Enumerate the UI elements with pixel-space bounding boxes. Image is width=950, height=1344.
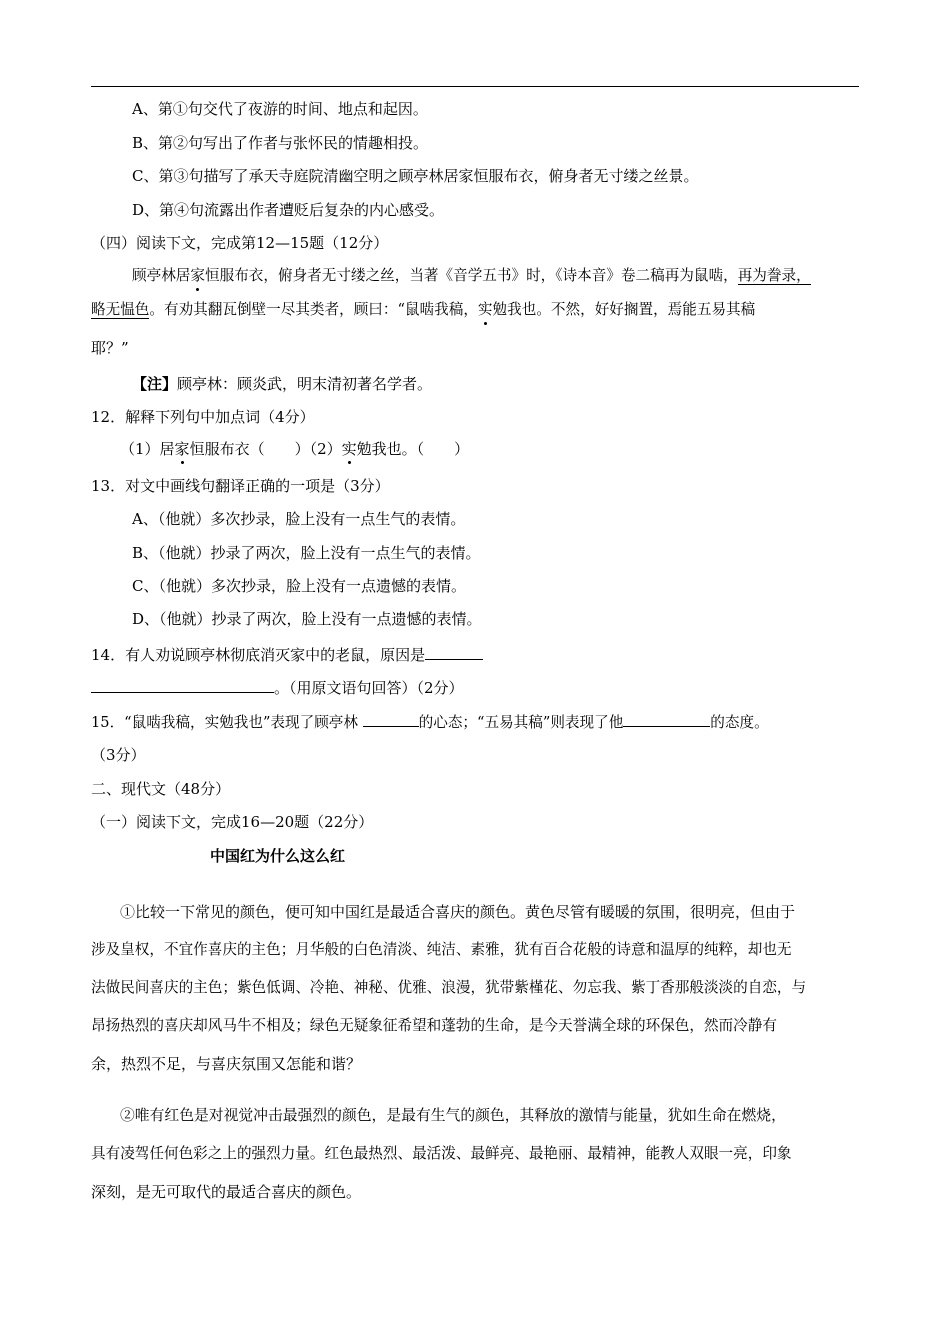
section4-header: （四）阅读下文，完成第12—15题（12分） bbox=[91, 234, 389, 252]
answer-blank[interactable] bbox=[363, 710, 419, 727]
header-rule bbox=[91, 86, 859, 87]
note-label: 【注】 bbox=[132, 375, 178, 393]
article-title: 中国红为什么这么红 bbox=[210, 847, 346, 865]
paragraph-1-line-5: 余，热烈不足，与喜庆氛围又怎能和谐？ bbox=[91, 1055, 362, 1073]
q14-stem-line bbox=[91, 643, 483, 665]
note-text: 顾亭林：顾炎武，明末清初著名学者。 bbox=[177, 375, 433, 393]
q11-option-b: B、第②句写出了作者与张怀民的情趣相投。 bbox=[132, 134, 429, 152]
q11-option-c: C、第③句描写了承天寺庭院清幽空明之顾亭林居家恒服布衣，俯身者无寸缕之丝景。 bbox=[132, 167, 699, 185]
passage-text: 恒服布衣，俯身者无寸缕之丝，当著《音学五书》时，《诗本音》卷二稿再为鼠啮， bbox=[205, 267, 738, 284]
passage-line-1 bbox=[132, 266, 811, 286]
dotted-char: 家 bbox=[190, 267, 205, 284]
q14-tail: 。（用原文语句回答）（2分） bbox=[274, 679, 464, 697]
q11-option-a: A、第①句交代了夜游的时间、地点和起因。 bbox=[132, 100, 428, 118]
q13-stem: 13．对文中画线句翻译正确的一项是（3分） bbox=[91, 477, 390, 495]
underlined-sentence: 再为誊录， bbox=[737, 267, 811, 284]
answer-blank[interactable] bbox=[91, 676, 274, 693]
dotted-char: 实 bbox=[341, 440, 357, 458]
q12-stem: 12．解释下列句中加点词（4分） bbox=[91, 408, 315, 426]
annotation-note bbox=[132, 374, 432, 394]
q12-item1-rest: 恒服布衣（ ）（2） bbox=[189, 440, 342, 458]
answer-blank[interactable] bbox=[425, 643, 483, 660]
q15-points: （3分） bbox=[91, 746, 146, 764]
passage-text: 。有劝其翻瓦倒壁一尽其类者，顾曰：“鼠啮我稿， bbox=[149, 301, 478, 318]
q13-option-d: D、（他就）抄录了两次，脸上没有一点遗憾的表情。 bbox=[132, 610, 482, 628]
q14-stem: 14．有人劝说顾亭林彻底消灭家中的老鼠，原因是 bbox=[91, 646, 426, 664]
q13-option-b: B、（他就）抄录了两次，脸上没有一点生气的表情。 bbox=[132, 544, 481, 562]
paragraph-2-line-1: ②唯有红色是对视觉冲击最强烈的颜色，是最有生气的颜色，其释放的激情与能量，犹如生命在燃烧， bbox=[120, 1107, 786, 1124]
passage-line-2 bbox=[91, 300, 755, 320]
paragraph-1-line-1: ①比较一下常见的颜色，便可知中国红是最适合喜庆的颜色。黄色尽管有暖暖的氛围，很明亮，但由于 bbox=[120, 903, 796, 921]
q12-items bbox=[120, 439, 469, 459]
q11-option-d: D、第④句流露出作者遭贬后复杂的内心感受。 bbox=[132, 201, 445, 219]
paragraph-2-line-2: 具有凌驾任何色彩之上的强烈力量。红色最热烈、最活泼、最鲜亮、最艳丽、最精神，能教人双眼一亮，印象 bbox=[91, 1145, 792, 1162]
passage-text: 勉我也。不然，好好搁置，焉能五易其稿 bbox=[492, 301, 756, 318]
q14-tail-line bbox=[91, 676, 464, 698]
q13-option-c: C、（他就）多次抄录，脸上没有一点遗憾的表情。 bbox=[132, 577, 466, 595]
q15-part2: 的心态；“五易其稿”则表现了他 bbox=[418, 714, 624, 731]
section2-subheader: （一）阅读下文，完成16—20题（22分） bbox=[91, 813, 374, 831]
q12-item2-rest: 勉我也。（ ） bbox=[356, 440, 470, 458]
answer-blank[interactable] bbox=[623, 710, 710, 727]
paragraph-2-line-3: 深刻，是无可取代的最适合喜庆的颜色。 bbox=[91, 1183, 362, 1201]
section2-header: 二、现代文（48分） bbox=[91, 780, 231, 798]
underlined-sentence: 略无愠色 bbox=[91, 301, 150, 318]
q15-part1: 15．“鼠啮我稿，实勉我也”表现了顾亭林 bbox=[91, 714, 363, 731]
dotted-char: 家 bbox=[174, 440, 190, 458]
paragraph-1-line-2: 涉及皇权，不宜作喜庆的主色；月华般的白色清淡、纯洁、素雅，犹有百合花般的诗意和温厚的纯粹，却也无 bbox=[91, 941, 792, 958]
passage-line-3: 耶？” bbox=[91, 339, 129, 357]
paragraph-1-line-3: 法做民间喜庆的主色；紫色低调、冷艳、神秘、优雅、浪漫，犹带紫槿花、勿忘我、紫丁香那般淡淡的自恋，与 bbox=[91, 979, 807, 996]
q15-part3: 的态度。 bbox=[710, 714, 769, 731]
dotted-char: 实 bbox=[477, 301, 493, 318]
q13-option-a: A、（他就）多次抄录，脸上没有一点生气的表情。 bbox=[132, 510, 466, 528]
passage-text: 顾亭林居 bbox=[132, 267, 191, 284]
q12-item1-text: （1）居 bbox=[120, 440, 175, 458]
paragraph-1-line-4: 昂扬热烈的喜庆却风马牛不相及；绿色无疑象征希望和蓬勃的生命，是今天誉满全球的环保色，然而冷静有 bbox=[91, 1017, 777, 1034]
q15-line bbox=[91, 710, 769, 733]
